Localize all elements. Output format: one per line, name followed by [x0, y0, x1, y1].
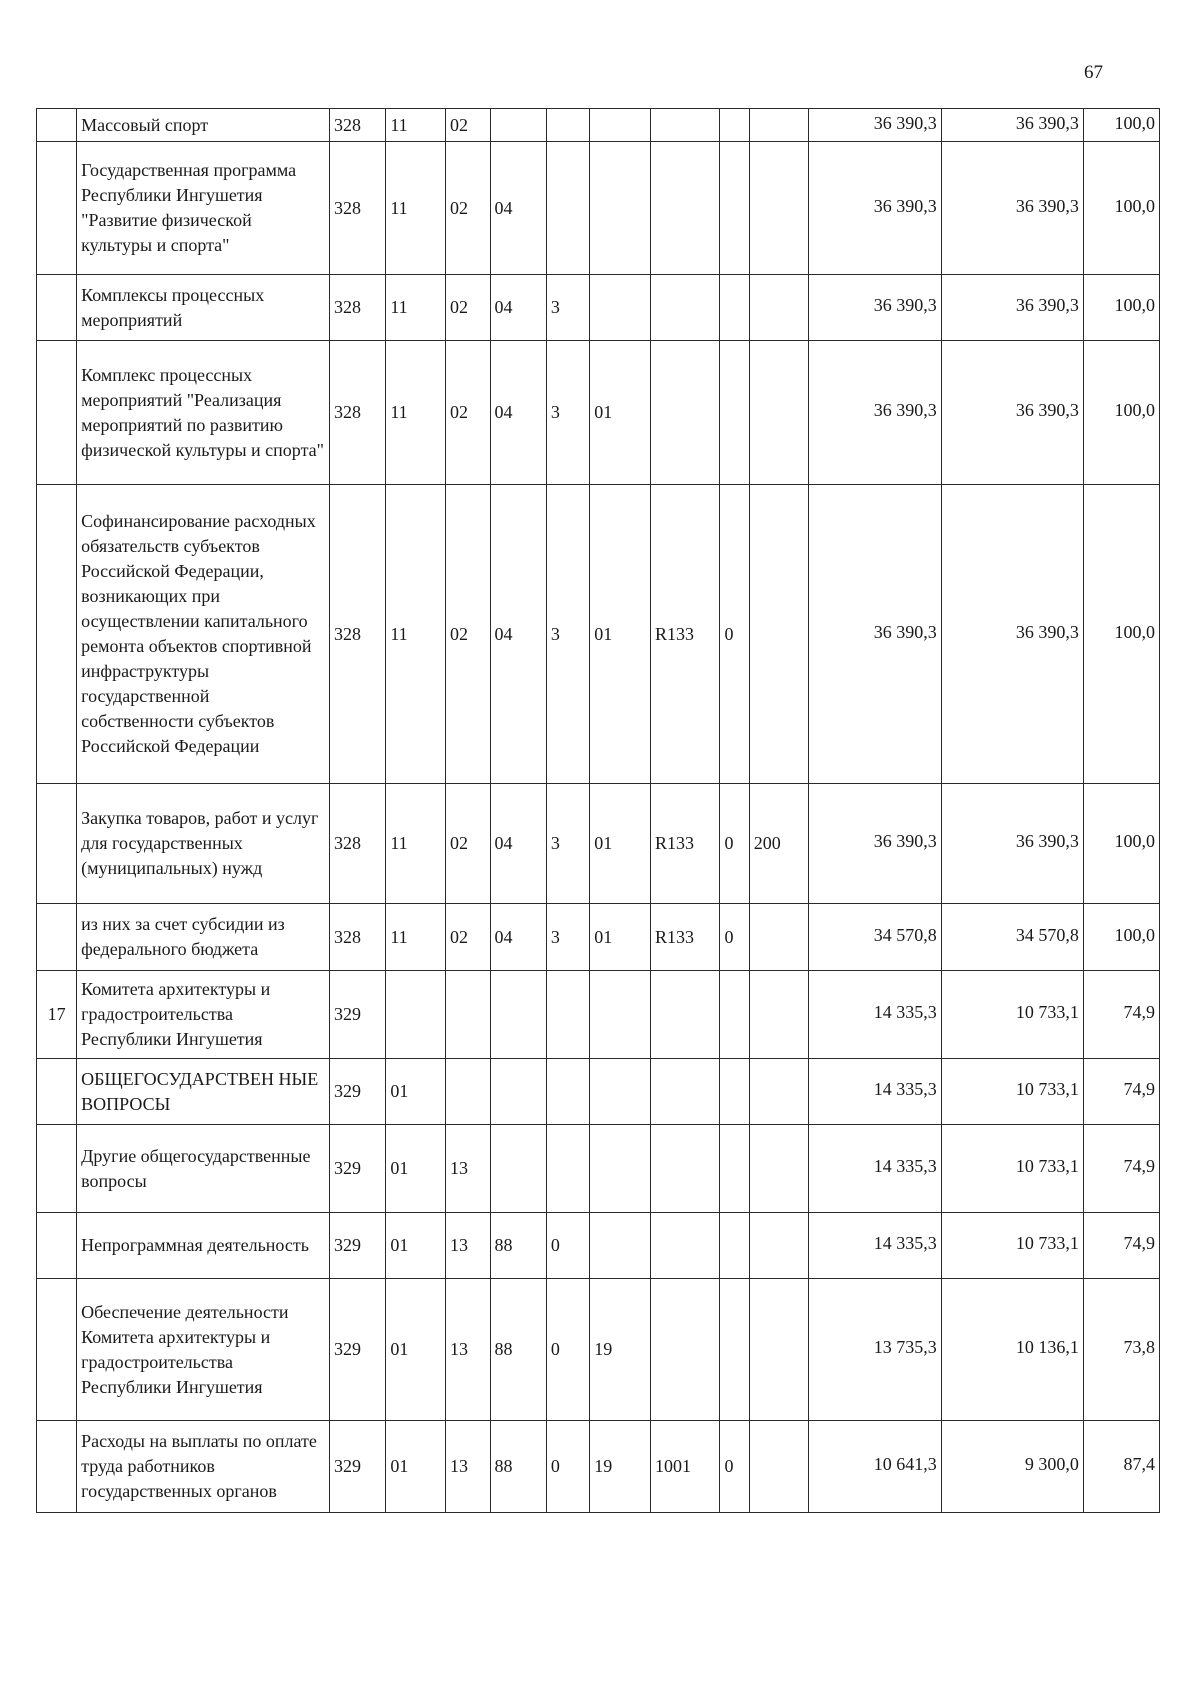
- code-col-3: 02: [446, 341, 490, 485]
- percent: [1083, 1279, 1159, 1421]
- code-col-4: 04: [490, 275, 546, 341]
- code-col-4: [490, 109, 546, 142]
- fact-amount-value: 36 390,3: [1015, 621, 1079, 642]
- code-col-9: 200: [749, 784, 809, 904]
- fact-amount: [941, 341, 1083, 485]
- code-col-1: 328: [329, 109, 385, 142]
- budget-table: [36, 108, 1160, 1513]
- code-col-6: 19: [590, 1421, 651, 1513]
- code-col-2: [386, 971, 446, 1059]
- fact-amount: [941, 1279, 1083, 1421]
- code-col-4: 88: [490, 1421, 546, 1513]
- plan-amount: [809, 142, 941, 275]
- row-name: из них за счет субсидии из федерального бюджета: [77, 904, 330, 971]
- fact-amount-value: 10 733,1: [1015, 1002, 1079, 1022]
- code-col-9: [749, 485, 809, 784]
- plan-amount: [809, 109, 941, 142]
- code-col-3: 13: [446, 1421, 490, 1513]
- percent-value: 100,0: [1114, 924, 1155, 945]
- row-number: [37, 1125, 77, 1213]
- row-number: [37, 142, 77, 275]
- code-col-3: 02: [446, 485, 490, 784]
- percent-value: 100,0: [1114, 621, 1155, 642]
- percent-value: 100,0: [1114, 195, 1155, 216]
- percent: [1083, 971, 1159, 1059]
- code-col-2: 11: [386, 109, 446, 142]
- code-col-3: 02: [446, 109, 490, 142]
- code-col-7: 1001: [651, 1421, 720, 1513]
- row-number: [37, 1213, 77, 1279]
- fact-amount: [941, 275, 1083, 341]
- code-col-7: R133: [651, 784, 720, 904]
- code-col-4: 04: [490, 485, 546, 784]
- code-col-1: 329: [329, 1279, 385, 1421]
- percent: [1083, 904, 1159, 971]
- code-col-8: 0: [720, 1421, 749, 1513]
- code-col-1: 329: [329, 1213, 385, 1279]
- code-col-1: 329: [329, 971, 385, 1059]
- code-col-8: 0: [720, 784, 749, 904]
- percent-value: 74,9: [1123, 1002, 1155, 1022]
- percent-value: 74,9: [1123, 1156, 1155, 1176]
- code-col-7: [651, 971, 720, 1059]
- table-row: [37, 1279, 1160, 1421]
- fact-amount: [941, 485, 1083, 784]
- percent-value: 100,0: [1114, 400, 1155, 420]
- plan-amount: [809, 485, 941, 784]
- code-col-1: 328: [329, 341, 385, 485]
- fact-amount: [941, 971, 1083, 1059]
- plan-amount-value: 36 390,3: [873, 195, 937, 216]
- code-col-8: [720, 1279, 749, 1421]
- code-col-6: 01: [590, 784, 651, 904]
- code-col-7: [651, 109, 720, 142]
- plan-amount: [809, 1213, 941, 1279]
- plan-amount: [809, 904, 941, 971]
- code-col-7: [651, 1279, 720, 1421]
- fact-amount: [941, 1125, 1083, 1213]
- page-number: 67: [1084, 62, 1103, 83]
- code-col-8: [720, 1059, 749, 1125]
- code-col-1: 328: [329, 904, 385, 971]
- code-col-9: [749, 142, 809, 275]
- plan-amount-value: 36 390,3: [873, 112, 937, 133]
- code-col-3: [446, 971, 490, 1059]
- fact-amount-value: 10 136,1: [1015, 1337, 1079, 1357]
- row-name: Комитета архитектуры и градостроительства Республики Ингушетия: [77, 971, 330, 1059]
- percent-value: 100,0: [1114, 831, 1155, 851]
- plan-amount: [809, 1279, 941, 1421]
- fact-amount-value: 36 390,3: [1015, 400, 1079, 420]
- percent-value: 100,0: [1114, 112, 1155, 133]
- code-col-8: [720, 1125, 749, 1213]
- fact-amount: [941, 904, 1083, 971]
- fact-amount-value: 10 733,1: [1015, 1079, 1079, 1099]
- fact-amount-value: 36 390,3: [1015, 831, 1079, 851]
- row-number: [37, 485, 77, 784]
- code-col-9: [749, 1279, 809, 1421]
- percent: [1083, 485, 1159, 784]
- percent: [1083, 275, 1159, 341]
- row-number: [37, 275, 77, 341]
- plan-amount: [809, 971, 941, 1059]
- code-col-6: [590, 142, 651, 275]
- plan-amount-value: 14 335,3: [873, 1002, 937, 1022]
- plan-amount: [809, 341, 941, 485]
- table-row: [37, 142, 1160, 275]
- plan-amount-value: 36 390,3: [873, 621, 937, 642]
- code-col-7: [651, 1059, 720, 1125]
- fact-amount: [941, 109, 1083, 142]
- row-name: Непрограммная деятельность: [77, 1213, 330, 1279]
- code-col-5: [546, 142, 589, 275]
- code-col-4: 04: [490, 904, 546, 971]
- row-number: [37, 904, 77, 971]
- code-col-3: 13: [446, 1213, 490, 1279]
- plan-amount-value: 36 390,3: [873, 831, 937, 851]
- code-col-5: 0: [546, 1421, 589, 1513]
- code-col-1: 329: [329, 1125, 385, 1213]
- code-col-6: [590, 1059, 651, 1125]
- row-number: [37, 1421, 77, 1513]
- code-col-2: 11: [386, 341, 446, 485]
- row-name: Комплекс процессных мероприятий "Реализация мероприятий по развитию физической культуры и спорта": [77, 341, 330, 485]
- table-row: [37, 109, 1160, 142]
- code-col-9: [749, 971, 809, 1059]
- table-row: [37, 275, 1160, 341]
- code-col-5: [546, 1125, 589, 1213]
- percent-value: 74,9: [1123, 1233, 1155, 1253]
- percent: [1083, 109, 1159, 142]
- percent: [1083, 142, 1159, 275]
- code-col-5: 3: [546, 904, 589, 971]
- code-col-9: [749, 1213, 809, 1279]
- row-number: [37, 784, 77, 904]
- plan-amount-value: 36 390,3: [873, 295, 937, 315]
- row-name: Другие общегосударственные вопросы: [77, 1125, 330, 1213]
- plan-amount-value: 13 735,3: [873, 1337, 937, 1357]
- code-col-1: 328: [329, 485, 385, 784]
- code-col-4: 88: [490, 1213, 546, 1279]
- code-col-8: [720, 1213, 749, 1279]
- fact-amount-value: 10 733,1: [1015, 1156, 1079, 1176]
- percent: [1083, 1125, 1159, 1213]
- row-name: Закупка товаров, работ и услуг для государственных (муниципальных) нужд: [77, 784, 330, 904]
- row-name: Обеспечение деятельности Комитета архитектуры и градостроительства Республики Ингушетия: [77, 1279, 330, 1421]
- fact-amount: [941, 1421, 1083, 1513]
- code-col-8: [720, 341, 749, 485]
- fact-amount-value: 34 570,8: [1015, 924, 1079, 945]
- code-col-8: [720, 109, 749, 142]
- percent: [1083, 784, 1159, 904]
- code-col-6: [590, 275, 651, 341]
- code-col-9: [749, 109, 809, 142]
- table-row: [37, 1059, 1160, 1125]
- code-col-5: 0: [546, 1279, 589, 1421]
- code-col-6: 19: [590, 1279, 651, 1421]
- code-col-7: [651, 275, 720, 341]
- code-col-1: 329: [329, 1059, 385, 1125]
- table-row: [37, 784, 1160, 904]
- code-col-5: [546, 1059, 589, 1125]
- code-col-5: 0: [546, 1213, 589, 1279]
- code-col-7: [651, 142, 720, 275]
- row-name: Массовый спорт: [77, 109, 330, 142]
- table-row: [37, 971, 1160, 1059]
- code-col-2: 11: [386, 784, 446, 904]
- percent-value: 87,4: [1123, 1454, 1155, 1474]
- code-col-5: 3: [546, 784, 589, 904]
- fact-amount-value: 10 733,1: [1015, 1233, 1079, 1253]
- percent: [1083, 341, 1159, 485]
- row-number: 17: [37, 971, 77, 1059]
- table-row: [37, 904, 1160, 971]
- code-col-7: R133: [651, 904, 720, 971]
- fact-amount-value: 9 300,0: [1024, 1454, 1079, 1474]
- fact-amount-value: 36 390,3: [1015, 112, 1079, 133]
- fact-amount: [941, 1213, 1083, 1279]
- code-col-2: 11: [386, 904, 446, 971]
- plan-amount-value: 10 641,3: [873, 1454, 937, 1474]
- code-col-2: 11: [386, 275, 446, 341]
- percent-value: 100,0: [1114, 295, 1155, 315]
- code-col-4: 04: [490, 341, 546, 485]
- code-col-9: [749, 1421, 809, 1513]
- plan-amount: [809, 1059, 941, 1125]
- code-col-2: 11: [386, 142, 446, 275]
- code-col-5: 3: [546, 485, 589, 784]
- code-col-2: 01: [386, 1213, 446, 1279]
- row-name: Софинансирование расходных обязательств субъектов Российской Федерации, возникающих при осуществлении капитального ремонта объектов спортивной инфраструктуры государственной собственности субъектов Российской Федерации: [77, 485, 330, 784]
- row-name: Комплексы процессных мероприятий: [77, 275, 330, 341]
- row-name: Государственная программа Республики Ингушетия "Развитие физической культуры и спорта": [77, 142, 330, 275]
- code-col-7: [651, 1213, 720, 1279]
- code-col-3: 02: [446, 142, 490, 275]
- code-col-2: 01: [386, 1125, 446, 1213]
- code-col-9: [749, 1125, 809, 1213]
- code-col-6: 01: [590, 904, 651, 971]
- code-col-6: [590, 109, 651, 142]
- code-col-2: 01: [386, 1421, 446, 1513]
- fact-amount-value: 36 390,3: [1015, 195, 1079, 216]
- code-col-8: [720, 971, 749, 1059]
- plan-amount: [809, 784, 941, 904]
- code-col-4: [490, 1125, 546, 1213]
- code-col-3: 02: [446, 275, 490, 341]
- plan-amount-value: 34 570,8: [873, 924, 937, 945]
- code-col-3: 13: [446, 1279, 490, 1421]
- code-col-5: [546, 971, 589, 1059]
- fact-amount: [941, 784, 1083, 904]
- code-col-8: [720, 275, 749, 341]
- code-col-6: [590, 971, 651, 1059]
- code-col-7: [651, 341, 720, 485]
- code-col-1: 328: [329, 142, 385, 275]
- row-number: [37, 1279, 77, 1421]
- plan-amount: [809, 1125, 941, 1213]
- code-col-3: [446, 1059, 490, 1125]
- code-col-6: 01: [590, 341, 651, 485]
- plan-amount-value: 14 335,3: [873, 1079, 937, 1099]
- code-col-8: [720, 142, 749, 275]
- code-col-4: 04: [490, 784, 546, 904]
- code-col-9: [749, 904, 809, 971]
- table-row: [37, 1213, 1160, 1279]
- code-col-1: 328: [329, 784, 385, 904]
- code-col-9: [749, 1059, 809, 1125]
- plan-amount-value: 14 335,3: [873, 1233, 937, 1253]
- code-col-3: 02: [446, 784, 490, 904]
- percent: [1083, 1421, 1159, 1513]
- table-row: [37, 1125, 1160, 1213]
- fact-amount-value: 36 390,3: [1015, 295, 1079, 315]
- plan-amount: [809, 275, 941, 341]
- plan-amount: [809, 1421, 941, 1513]
- code-col-6: 01: [590, 485, 651, 784]
- percent-value: 74,9: [1123, 1079, 1155, 1099]
- fact-amount: [941, 142, 1083, 275]
- code-col-7: R133: [651, 485, 720, 784]
- code-col-3: 02: [446, 904, 490, 971]
- code-col-2: 01: [386, 1279, 446, 1421]
- code-col-7: [651, 1125, 720, 1213]
- code-col-9: [749, 275, 809, 341]
- code-col-6: [590, 1125, 651, 1213]
- fact-amount: [941, 1059, 1083, 1125]
- plan-amount-value: 14 335,3: [873, 1156, 937, 1176]
- table-row: [37, 485, 1160, 784]
- code-col-1: 329: [329, 1421, 385, 1513]
- code-col-4: [490, 1059, 546, 1125]
- row-number: [37, 1059, 77, 1125]
- table-row: [37, 341, 1160, 485]
- table-row: [37, 1421, 1160, 1513]
- code-col-9: [749, 341, 809, 485]
- percent-value: 73,8: [1123, 1337, 1155, 1357]
- code-col-3: 13: [446, 1125, 490, 1213]
- percent: [1083, 1059, 1159, 1125]
- code-col-4: 04: [490, 142, 546, 275]
- row-number: [37, 109, 77, 142]
- row-name: ОБЩЕГОСУДАРСТВЕН НЫЕ ВОПРОСЫ: [77, 1059, 330, 1125]
- code-col-8: 0: [720, 485, 749, 784]
- code-col-4: 88: [490, 1279, 546, 1421]
- row-number: [37, 341, 77, 485]
- code-col-2: 01: [386, 1059, 446, 1125]
- code-col-2: 11: [386, 485, 446, 784]
- row-name: Расходы на выплаты по оплате труда работников государственных органов: [77, 1421, 330, 1513]
- code-col-4: [490, 971, 546, 1059]
- code-col-5: [546, 109, 589, 142]
- code-col-5: 3: [546, 275, 589, 341]
- plan-amount-value: 36 390,3: [873, 400, 937, 420]
- percent: [1083, 1213, 1159, 1279]
- code-col-6: [590, 1213, 651, 1279]
- code-col-8: 0: [720, 904, 749, 971]
- code-col-1: 328: [329, 275, 385, 341]
- code-col-5: 3: [546, 341, 589, 485]
